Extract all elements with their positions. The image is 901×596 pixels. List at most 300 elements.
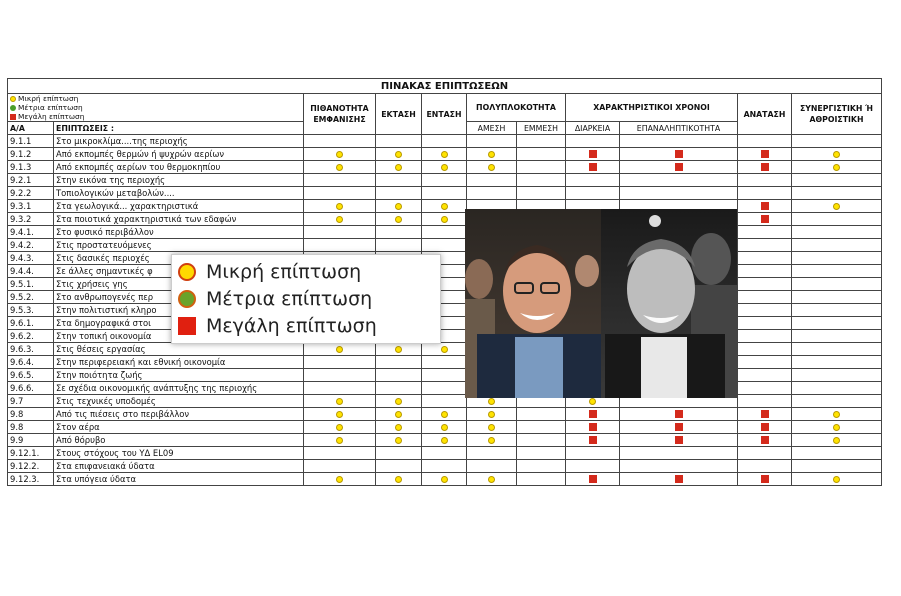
table-row [8, 174, 882, 187]
impact-cell [566, 187, 620, 200]
row-label: Στο μικροκλίμα....της περιοχής [54, 135, 304, 148]
row-label: Στα δημογραφικά στοι [54, 317, 304, 330]
impact-cell [792, 265, 882, 278]
small-impact-dot-icon [833, 411, 840, 418]
large-impact-square-icon [589, 436, 597, 444]
row-label: Στην τοπική οικονομία [54, 330, 304, 343]
table-row [8, 265, 882, 278]
impact-cell [304, 343, 376, 356]
impact-cell [566, 473, 620, 486]
impact-cell [738, 291, 792, 304]
impact-cell [376, 226, 422, 239]
impact-cell [376, 356, 422, 369]
overlay-legend-small [178, 261, 361, 283]
impact-cell [304, 200, 376, 213]
impact-cell [566, 447, 620, 460]
impact-cell [738, 421, 792, 434]
header-extent: ΕΚΤΑΣΗ [376, 94, 422, 135]
row-code: 9.6.3. [8, 343, 54, 356]
impact-cell [422, 187, 467, 200]
table-row [8, 434, 882, 447]
impact-cell [422, 161, 467, 174]
row-code: 9.9 [8, 434, 54, 447]
table-row [8, 330, 882, 343]
impact-cell [376, 148, 422, 161]
impact-cell [376, 135, 422, 148]
table-row [8, 395, 882, 408]
impact-cell [738, 382, 792, 395]
impact-cell [792, 226, 882, 239]
table-row [8, 135, 882, 148]
row-code: 9.4.4. [8, 265, 54, 278]
impact-cell [422, 135, 467, 148]
impact-cell [792, 213, 882, 226]
impact-cell [422, 447, 467, 460]
impact-cell [467, 148, 517, 161]
impact-cell [517, 174, 566, 187]
impact-cell [517, 460, 566, 473]
small-impact-dot-icon [441, 164, 448, 171]
impact-cell [304, 135, 376, 148]
small-impact-dot-icon [441, 411, 448, 418]
impact-cell [422, 408, 467, 421]
small-impact-dot-icon [488, 164, 495, 171]
small-impact-dot-icon [441, 424, 448, 431]
small-impact-dot-icon [336, 476, 343, 483]
impact-cell [566, 421, 620, 434]
row-code: 9.8 [8, 421, 54, 434]
row-label: Σε άλλες σημαντικές φ [54, 265, 304, 278]
row-label: Στις προστατευόμενες [54, 239, 304, 252]
row-label: Στους στόχους του ΥΔ EL09 [54, 447, 304, 460]
row-code: 9.6.6. [8, 382, 54, 395]
impact-cell [566, 174, 620, 187]
impact-cell [376, 239, 422, 252]
impact-cell [792, 304, 882, 317]
impact-cell [738, 226, 792, 239]
impact-cell [792, 252, 882, 265]
header-synergy: ΣΥΝΕΡΓΙΣΤΙΚΗ Ή ΑΘΡΟΙΣΤΙΚΗ [792, 94, 882, 135]
large-impact-square-icon [589, 163, 597, 171]
large-impact-square-icon [761, 163, 769, 171]
impact-cell [304, 161, 376, 174]
impact-cell [620, 148, 738, 161]
table-row [8, 473, 882, 486]
row-label: Από εκπομπές αερίων του θερμοκηπίου [54, 161, 304, 174]
impact-cell [422, 395, 467, 408]
impact-cell [620, 187, 738, 200]
table-row [8, 213, 882, 226]
legend-small-label: Μικρή επίπτωση [18, 94, 79, 103]
impact-cell [792, 291, 882, 304]
small-impact-dot-icon [395, 346, 402, 353]
impact-cell [422, 382, 467, 395]
impact-cell [376, 382, 422, 395]
table-row [8, 408, 882, 421]
impact-cell [422, 356, 467, 369]
small-impact-dot-icon [395, 476, 402, 483]
large-impact-square-icon [675, 423, 683, 431]
small-impact-dot-icon [833, 437, 840, 444]
row-code: 9.2.1 [8, 174, 54, 187]
impact-cell [792, 473, 882, 486]
small-impact-dot-icon [488, 398, 495, 405]
impact-cell [566, 148, 620, 161]
impact-cell [738, 408, 792, 421]
impact-cell [566, 135, 620, 148]
impact-cell [738, 278, 792, 291]
impact-cell [517, 187, 566, 200]
impact-cell [376, 161, 422, 174]
small-impact-dot-icon [441, 476, 448, 483]
row-code: 9.4.1. [8, 226, 54, 239]
medium-impact-dot-icon [10, 105, 16, 111]
legend-medium-label: Μέτρια επίπτωση [18, 103, 83, 112]
impact-cell [620, 408, 738, 421]
portrait-photo [465, 209, 737, 398]
impact-cell [422, 239, 467, 252]
row-code: 9.12.1. [8, 447, 54, 460]
table-row [8, 369, 882, 382]
row-code: 9.5.3. [8, 304, 54, 317]
impact-cell [792, 161, 882, 174]
impact-cell [467, 434, 517, 447]
impact-cell [738, 447, 792, 460]
impact-cell [792, 174, 882, 187]
impact-cell [517, 408, 566, 421]
row-label: Στην πολιτιστική κληρο [54, 304, 304, 317]
small-impact-dot-icon [589, 398, 596, 405]
impact-cell [517, 447, 566, 460]
large-impact-square-icon [675, 475, 683, 483]
legend-overlay [171, 254, 441, 344]
impact-cell [738, 434, 792, 447]
impact-cell [422, 148, 467, 161]
table-row [8, 278, 882, 291]
impact-cell [566, 408, 620, 421]
impact-cell [304, 356, 376, 369]
table-row [8, 460, 882, 473]
impact-cell [738, 395, 792, 408]
small-impact-dot-icon [336, 424, 343, 431]
large-impact-square-icon [675, 150, 683, 158]
impact-cell [517, 473, 566, 486]
large-impact-square-icon [675, 163, 683, 171]
small-impact-dot-icon [336, 164, 343, 171]
impact-cell [422, 343, 467, 356]
impact-cell [517, 161, 566, 174]
small-impact-dot-icon [488, 151, 495, 158]
impact-cell [376, 434, 422, 447]
impact-cell [738, 200, 792, 213]
impact-cell [792, 330, 882, 343]
small-impact-dot-icon [441, 151, 448, 158]
small-impact-dot-icon [395, 411, 402, 418]
impact-cell [304, 447, 376, 460]
row-code: 9.3.1 [8, 200, 54, 213]
table-title: ΠΙΝΑΚΑΣ ΕΠΙΠΤΩΣΕΩΝ [8, 79, 882, 94]
small-impact-dot-icon [833, 203, 840, 210]
row-code: 9.2.2 [8, 187, 54, 200]
row-code: 9.3.2 [8, 213, 54, 226]
impact-cell [517, 421, 566, 434]
header-aa: Α/Α [8, 122, 54, 135]
impact-cell [376, 187, 422, 200]
row-label: Στην εικόνα της περιοχής [54, 174, 304, 187]
small-impact-dot-icon [488, 476, 495, 483]
small-impact-dot-icon [336, 398, 343, 405]
impact-cell [620, 473, 738, 486]
overlay-legend-medium [178, 288, 372, 310]
row-label: Στις τεχνικές υποδομές [54, 395, 304, 408]
large-impact-square-icon [761, 436, 769, 444]
table-row [8, 187, 882, 200]
impact-cell [376, 369, 422, 382]
impact-cell [304, 473, 376, 486]
impact-cell [422, 421, 467, 434]
impact-cell [738, 369, 792, 382]
row-code: 9.1.2 [8, 148, 54, 161]
small-impact-dot-icon [178, 263, 196, 281]
large-impact-square-icon [761, 202, 769, 210]
overlay-legend-medium-label: Μέτρια επίπτωση [206, 288, 373, 310]
header-repeatability: ΕΠΑΝΑΛΗΠΤΙΚΟΤΗΤΑ [620, 122, 738, 135]
row-code: 9.6.4. [8, 356, 54, 369]
header-time-characteristics: ΧΑΡΑΚΤΗΡΙΣΤΙΚΟΙ ΧΡΟΝΟΙ [566, 94, 738, 122]
impact-cell [304, 395, 376, 408]
impact-cell [422, 434, 467, 447]
impact-cell [620, 135, 738, 148]
row-label: Στο φυσικό περιβάλλον [54, 226, 304, 239]
impact-cell [792, 135, 882, 148]
row-code: 9.6.1. [8, 317, 54, 330]
row-label: Στις δασικές περιοχές [54, 252, 304, 265]
row-code: 9.6.5. [8, 369, 54, 382]
header-indirect: ΕΜΜΕΣΗ [517, 122, 566, 135]
row-code: 9.12.3. [8, 473, 54, 486]
header-intensity: ΕΝΤΑΣΗ [422, 94, 467, 135]
table-row [8, 317, 882, 330]
impact-cell [467, 135, 517, 148]
impact-cell [738, 343, 792, 356]
table-row [8, 447, 882, 460]
impact-cell [738, 252, 792, 265]
impact-cell [422, 226, 467, 239]
row-label: Από τις πιέσεις στο περιβάλλον [54, 408, 304, 421]
table-row [8, 382, 882, 395]
impact-cell [620, 174, 738, 187]
row-code: 9.8 [8, 408, 54, 421]
legend-cell [8, 94, 304, 122]
row-label: Στα γεωλογικά... χαρακτηριστικά [54, 200, 304, 213]
small-impact-dot-icon [336, 411, 343, 418]
impact-cell [792, 382, 882, 395]
small-impact-dot-icon [395, 151, 402, 158]
large-impact-square-icon [761, 215, 769, 223]
header-duration: ΔΙΑΡΚΕΙΑ [566, 122, 620, 135]
impact-cell [620, 434, 738, 447]
impact-cell [304, 460, 376, 473]
large-impact-square-icon [10, 114, 16, 120]
large-impact-square-icon [589, 410, 597, 418]
small-impact-dot-icon [441, 216, 448, 223]
large-impact-square-icon [761, 410, 769, 418]
row-label: Στα επιφανειακά ύδατα [54, 460, 304, 473]
impact-cell [422, 460, 467, 473]
row-code: 9.7 [8, 395, 54, 408]
impact-cell [620, 161, 738, 174]
impact-cell [467, 161, 517, 174]
large-impact-square-icon [589, 150, 597, 158]
impact-cell [304, 239, 376, 252]
impact-cell [792, 369, 882, 382]
impact-cell [738, 317, 792, 330]
row-label: Από εκπομπές θερμών ή ψυχρών αερίων [54, 148, 304, 161]
impact-cell [792, 278, 882, 291]
small-impact-dot-icon [395, 398, 402, 405]
small-impact-dot-icon [833, 424, 840, 431]
impact-cell [517, 135, 566, 148]
table-row [8, 252, 882, 265]
large-impact-square-icon [761, 475, 769, 483]
impact-matrix-body [8, 135, 882, 486]
impact-cell [566, 161, 620, 174]
impact-cell [467, 187, 517, 200]
impact-cell [376, 473, 422, 486]
overlay-legend-large-label: Μεγάλη επίπτωση [206, 315, 377, 337]
impact-cell [738, 356, 792, 369]
impact-cell [738, 265, 792, 278]
small-impact-dot-icon [395, 164, 402, 171]
impact-cell [738, 174, 792, 187]
large-impact-square-icon [589, 423, 597, 431]
table-row [8, 356, 882, 369]
impact-cell [376, 421, 422, 434]
legend-large [10, 112, 301, 121]
row-label: Από θόρυβο [54, 434, 304, 447]
impact-cell [792, 317, 882, 330]
large-impact-square-icon [761, 423, 769, 431]
row-label: Στον αέρα [54, 421, 304, 434]
small-impact-dot-icon [441, 346, 448, 353]
row-label: Σε σχέδια οικονομικής ανάπτυξης της περιοχής [54, 382, 304, 395]
impact-cell [792, 395, 882, 408]
small-impact-dot-icon [833, 476, 840, 483]
impact-matrix-table [7, 78, 882, 486]
medium-impact-dot-icon [178, 290, 196, 308]
impact-cell [566, 460, 620, 473]
small-impact-dot-icon [10, 96, 16, 102]
impact-cell [376, 460, 422, 473]
impact-cell [376, 174, 422, 187]
row-code: 9.4.3. [8, 252, 54, 265]
row-label: Στα ποιοτικά χαρακτηριστικά των εδαφών [54, 213, 304, 226]
impact-cell [422, 213, 467, 226]
small-impact-dot-icon [441, 203, 448, 210]
table-row [8, 200, 882, 213]
impact-cell [422, 473, 467, 486]
impact-cell [620, 421, 738, 434]
header-complexity: ΠΟΛΥΠΛΟΚΟΤΗΤΑ [467, 94, 566, 122]
row-label: Στις χρήσεις γης [54, 278, 304, 291]
row-label: Στην ποιότητα ζωής [54, 369, 304, 382]
impact-cell [738, 148, 792, 161]
row-label: Τοπιολογικών μεταβολών.... [54, 187, 304, 200]
overlay-legend-small-label: Μικρή επίπτωση [206, 261, 362, 283]
impact-cell [376, 213, 422, 226]
small-impact-dot-icon [395, 424, 402, 431]
impact-cell [376, 395, 422, 408]
overlay-legend-large [178, 315, 377, 337]
small-impact-dot-icon [441, 437, 448, 444]
impact-cell [376, 343, 422, 356]
small-impact-dot-icon [336, 203, 343, 210]
impact-cell [304, 382, 376, 395]
small-impact-dot-icon [336, 151, 343, 158]
impact-cell [304, 174, 376, 187]
small-impact-dot-icon [395, 437, 402, 444]
row-label: Στα υπόγεια ύδατα [54, 473, 304, 486]
impact-cell [738, 135, 792, 148]
large-impact-square-icon [761, 150, 769, 158]
small-impact-dot-icon [336, 216, 343, 223]
table-row [8, 421, 882, 434]
impact-cell [566, 434, 620, 447]
table-row [8, 291, 882, 304]
row-label: Στο ανθρωπογενές περ [54, 291, 304, 304]
table-row [8, 161, 882, 174]
impact-cell [467, 447, 517, 460]
impact-cell [467, 421, 517, 434]
header-reversal: ΑΝΑΤΑΣΗ [738, 94, 792, 135]
row-code: 9.1.3 [8, 161, 54, 174]
legend-large-label: Μεγάλη επίπτωση [18, 112, 85, 121]
impact-cell [738, 460, 792, 473]
legend-medium [10, 103, 301, 112]
impact-cell [467, 174, 517, 187]
impact-cell [304, 408, 376, 421]
impact-cell [738, 330, 792, 343]
row-code: 9.12.2. [8, 460, 54, 473]
impact-cell [792, 460, 882, 473]
header-impacts: ΕΠΙΠΤΩΣΕΙΣ : [54, 122, 304, 135]
impact-cell [738, 213, 792, 226]
row-code: 9.5.2. [8, 291, 54, 304]
impact-cell [422, 369, 467, 382]
large-impact-square-icon [675, 410, 683, 418]
row-label: Στις θέσεις εργασίας [54, 343, 304, 356]
small-impact-dot-icon [488, 437, 495, 444]
impact-cell [376, 200, 422, 213]
impact-cell [738, 187, 792, 200]
impact-cell [792, 200, 882, 213]
impact-cell [376, 447, 422, 460]
impact-cell [304, 187, 376, 200]
row-code: 9.1.1 [8, 135, 54, 148]
impact-cell [792, 408, 882, 421]
impact-cell [792, 239, 882, 252]
impact-cell [304, 434, 376, 447]
table-row [8, 343, 882, 356]
impact-cell [620, 447, 738, 460]
large-impact-square-icon [675, 436, 683, 444]
impact-cell [304, 226, 376, 239]
header-direct: ΑΜΕΣΗ [467, 122, 517, 135]
row-code: 9.4.2. [8, 239, 54, 252]
impact-cell [738, 473, 792, 486]
small-impact-dot-icon [488, 411, 495, 418]
impact-cell [467, 408, 517, 421]
